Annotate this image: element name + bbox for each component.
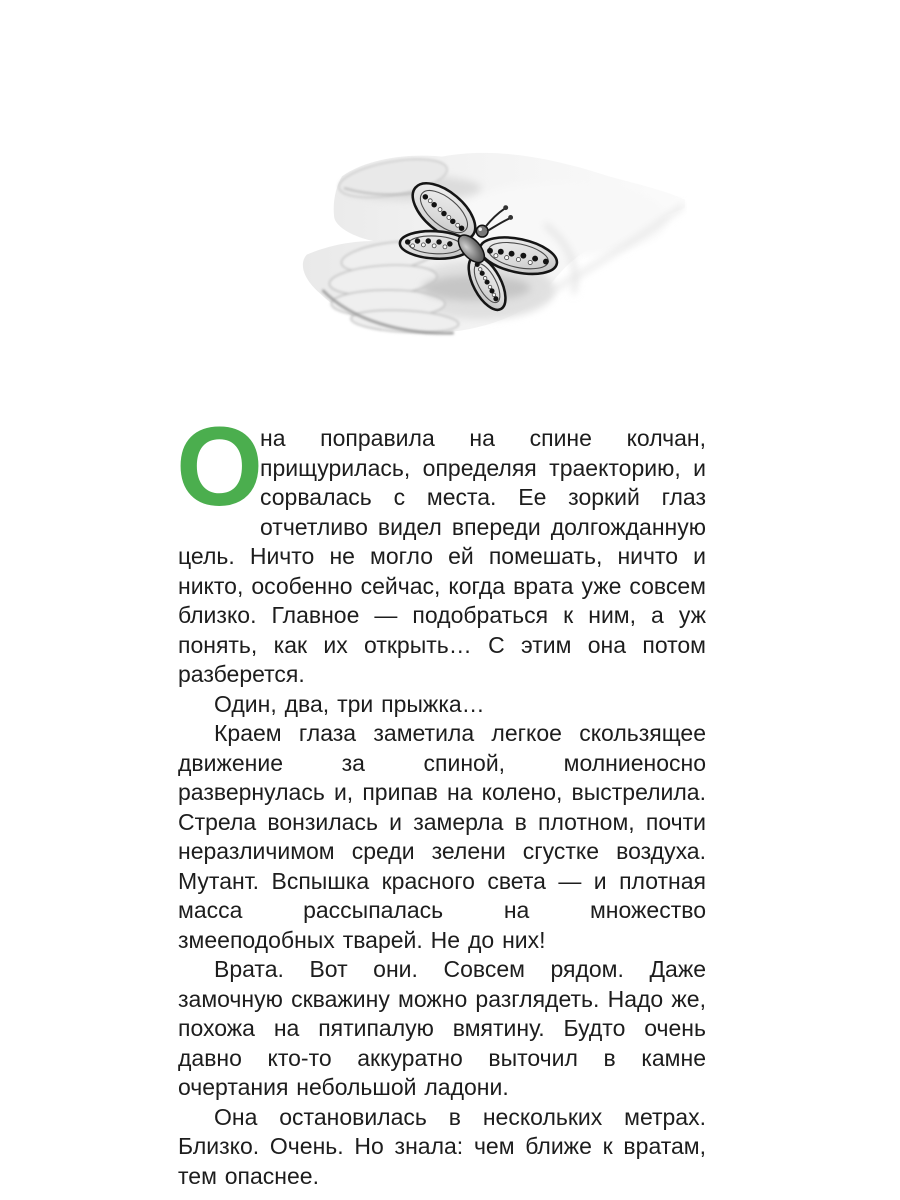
paragraph: Она остановилась в нескольких метрах. Близко. Очень. Но знала: чем ближе к вратам, тем опаснее. (178, 1103, 706, 1189)
paragraph-text: на поправила на спине колчан, прищурилась, определяя траекторию, и сорвалась с места. Ее зоркий глаз отчетливо видел впереди долгожданную цель. Ничто не могло ей помешать, ничто и никто, особенно сейчас, когда врата уже совсем близко. Главное — подобраться к ним, а уж понять, как их открыть… С этим она потом разберется. (178, 425, 706, 687)
hand-butterfly-illustration (295, 128, 687, 350)
drop-cap: О (176, 404, 264, 529)
hand-butterfly-icon (295, 128, 687, 350)
paragraph: Врата. Вот они. Совсем рядом. Даже замочную скважину можно разглядеть. Надо же, похожа на пятипалую вмятину. Будто очень давно кто-то аккуратно выточил в камне очертания небольшой ладони. (178, 956, 706, 1100)
paragraph: Краем глаза заметила легкое скользящее движение за спиной, молниеносно развернулась и, припав на колено, выстрелила. Стрела вонзилась и замерла в плотном, почти неразличимом среди зелени сгустке воздуха. Мутант. Вспышка красного света — и плотная масса рассыпалась на множество змееподобных тварей. Не до них! (178, 720, 706, 953)
paragraph (176, 404, 706, 690)
paragraph: Один, два, три прыжка… (214, 690, 485, 717)
text-block (176, 404, 706, 1191)
